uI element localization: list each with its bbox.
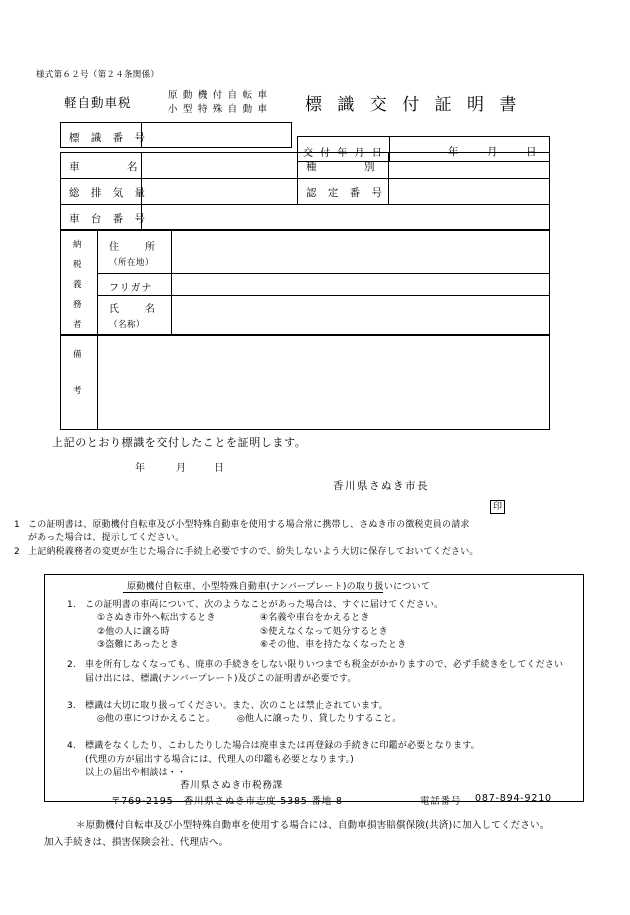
handling-item-1-right-list bbox=[260, 612, 406, 653]
taxpayer-char-0: 納 bbox=[73, 240, 83, 250]
remarks-char-1: 考 bbox=[73, 386, 83, 396]
handling-item-4-number: 4. bbox=[67, 741, 76, 751]
note-2 bbox=[14, 546, 598, 559]
cert-date-year: 年 bbox=[135, 463, 146, 474]
issue-date-year[interactable]: 年 bbox=[448, 146, 459, 158]
office-address: 〒769-2195 香川県さぬき市志度 5385 番地 8 bbox=[111, 796, 343, 807]
note-1-number: 1 bbox=[14, 520, 20, 530]
handling-item-1-left-list bbox=[97, 612, 216, 653]
handling-item-3-number: 3. bbox=[67, 701, 76, 711]
issue-date-label: 交 付 年 月 日 bbox=[303, 148, 384, 159]
furigana-label: フリガナ bbox=[109, 283, 153, 294]
handling-item-3-left-0: ◎他の車につけかえること。 bbox=[97, 714, 216, 724]
form-number: 様式第６２号（第２４条関係） bbox=[36, 70, 160, 80]
handling-item-3-right-0: ◎他人に譲ったり、貸したりすること。 bbox=[237, 714, 402, 724]
handling-title: 原動機付自転車、小型特殊自動車(ナンバープレート)の取り扱いについて bbox=[127, 582, 431, 592]
footnote-line-2: 加入手続きは、損害保険会社、代理店へ。 bbox=[44, 837, 229, 848]
handling-title-underline bbox=[123, 592, 383, 593]
taxpayer-char-3: 務 bbox=[73, 300, 83, 310]
certify-text: 上記のとおり標識を交付したことを証明します。 bbox=[52, 436, 307, 449]
address-label: 住 所 bbox=[109, 242, 157, 253]
note-2-line-1: 上記納税義務者の変更が生じた場合に手続上必要ですので、紛失しないよう大切に保存しておいてください。 bbox=[28, 547, 479, 557]
handling-item-1-right-2: ⑥その他、車を持たなくなったとき bbox=[260, 640, 407, 650]
heading-mid-line1: 原 動 機 付 自 転 車 bbox=[168, 90, 269, 101]
office-name: 香川県さぬき市税務課 bbox=[180, 780, 284, 791]
handling-item-1 bbox=[67, 599, 443, 613]
handling-item-2 bbox=[67, 659, 567, 686]
handling-item-1-left-2: ③盗難にあったとき bbox=[97, 640, 179, 650]
name-sub-label: （名称） bbox=[109, 320, 146, 330]
document-heading bbox=[60, 88, 550, 118]
cert-date-day: 日 bbox=[214, 463, 225, 474]
issuer-name: 香川県さぬき市長 bbox=[333, 480, 429, 492]
vehicle-info-table bbox=[60, 152, 550, 230]
taxpayer-char-1: 税 bbox=[73, 260, 83, 270]
handling-item-4-line-2: 以上の届出や相談は・・ bbox=[85, 768, 187, 778]
handling-item-1-right-1: ⑤使えなくなって処分するとき bbox=[260, 626, 388, 637]
handling-item-4 bbox=[67, 740, 567, 781]
cert-date-month: 月 bbox=[176, 463, 187, 474]
page-title: 標 識 交 付 証 明 書 bbox=[305, 95, 522, 115]
handling-item-2-line-1: 届け出には、標識(ナンバープレート)及びこの証明書が必要です。 bbox=[85, 673, 357, 684]
note-1-line-1: この証明書は、原動機付自転車及び小型特殊自動車を使用する場合常に携帯し、さぬき市の徴税吏員の請求 bbox=[28, 520, 470, 530]
plate-number-box bbox=[60, 122, 292, 148]
remarks-table bbox=[60, 335, 550, 430]
office-tel: 087-894-9210 bbox=[475, 793, 552, 804]
taxpayer-table bbox=[60, 230, 550, 335]
handling-item-1-right-0: ④名義や車台をかえるとき bbox=[260, 613, 370, 623]
type-label: 種 別 bbox=[306, 161, 379, 173]
approval-number-label: 認 定 番 号 bbox=[306, 187, 387, 199]
issue-date-day[interactable]: 日 bbox=[526, 146, 537, 158]
heading-mid-label bbox=[168, 89, 268, 117]
handling-item-2-number: 2. bbox=[67, 660, 76, 670]
handling-item-4-line-0: 標識をなくしたり、こわしたりした場合は廃車または再登録の手続きに印鑑が必要となります。 bbox=[85, 741, 480, 751]
note-2-number: 2 bbox=[14, 547, 20, 557]
handling-instructions-box bbox=[44, 574, 584, 807]
remarks-char-0: 備 bbox=[73, 350, 83, 360]
issue-date-month[interactable]: 月 bbox=[487, 146, 498, 158]
handling-item-1-left-0: ①さぬき市外へ転出するとき bbox=[97, 613, 216, 623]
footnote-line-1: ＊原動機付自転車及び小型特殊自動車を使用する場合には、自動車損害賠償保険(共済)に加入してください。 bbox=[76, 820, 550, 831]
seal-stamp: 印 bbox=[490, 500, 505, 514]
handling-item-4-line-1: (代理の方が届出する場合には、代理人の印鑑も必要となります。) bbox=[85, 754, 355, 765]
handling-item-3-line-0: 標識は大切に取り扱ってください。また、次のことは禁止されています。 bbox=[85, 701, 388, 711]
address-sub-label: （所在地） bbox=[109, 258, 155, 268]
displacement-label: 総 排 気 量 bbox=[69, 187, 150, 199]
note-1 bbox=[14, 519, 598, 545]
handling-item-2-line-0: 車を所有しなくなっても、廃車の手続きをしない限りいつまでも税金がかかりますので、必ず手続きをしてください bbox=[85, 660, 564, 670]
handling-item-1-left-1: ②他の人に譲る時 bbox=[97, 626, 170, 637]
name-label: 氏 名 bbox=[109, 304, 157, 315]
handling-item-3 bbox=[67, 700, 567, 714]
taxpayer-char-4: 者 bbox=[73, 320, 83, 330]
note-1-line-2: があった場合は、提示してください。 bbox=[28, 533, 185, 543]
handling-item-1-lead: この証明書の車両について、次のようなことがあった場合は、すぐに届けてください。 bbox=[85, 600, 444, 610]
plate-number-label: 標 識 番 号 bbox=[69, 132, 150, 144]
taxpayer-char-2: 義 bbox=[73, 280, 83, 290]
office-tel-label: 電話番号 bbox=[420, 796, 462, 807]
vehicle-name-label: 車 名 bbox=[69, 161, 142, 173]
heading-mid-line2: 小 型 特 殊 自 動 車 bbox=[168, 104, 269, 115]
chassis-number-label: 車 台 番 号 bbox=[69, 213, 150, 225]
heading-left-label: 軽自動車税 bbox=[64, 95, 132, 110]
handling-item-1-number: 1. bbox=[67, 600, 76, 610]
